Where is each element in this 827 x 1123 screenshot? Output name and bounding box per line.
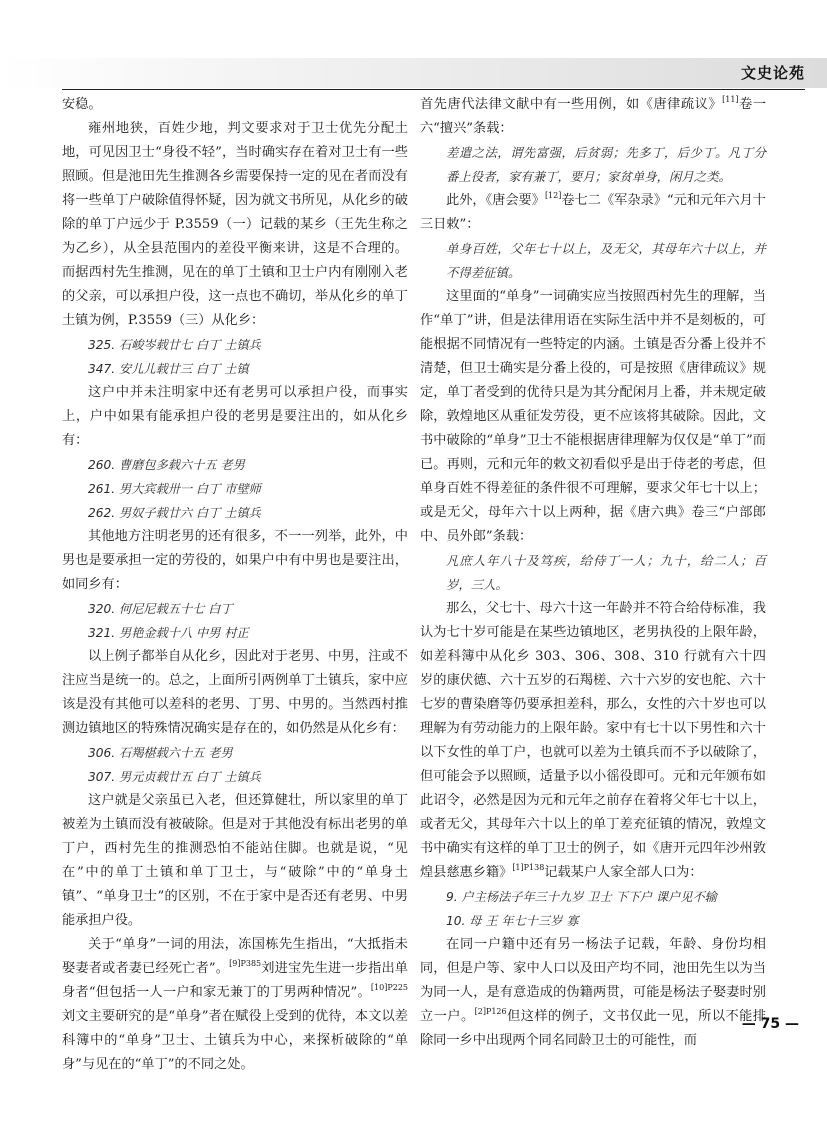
citation-ref: [9]P385 [229,959,262,968]
register-line [62,357,408,381]
paragraph [420,933,766,1053]
paragraph-text: 10. 母 王 年七十三岁 寡 [446,914,579,928]
paragraph-text: 那么，父七十、母六十这一年龄并不符合给侍标准，我认为七十岁可能是在某些边镇地区，老男执役的上限年龄，如差科簿中从化乡 303、306、308、310 行就有六十四岁的康伏德、六十五岁的石羯槎、六十六岁的安也舵、六十七岁的曹染磨等仍要承担差科，那么，女性的六十岁也可以理解为有劳动能力的上限年龄。家中有七十以下男性和六十以下女性的单丁户，也就可以差为土镇兵而不予以破除了，但可能会予以照顾，适量予以小徭役即可。元和元年颁布如此诏令，必然是因为元和元年之前存在着将父年七十以上，或者无父，其母年六十以上的单丁差充征镇的情况，敦煌文书中确实有这样的单丁卫士的例子，如《唐开元四年沙州敦煌县慈惠乡籍》 [420,601,766,880]
paragraph-text: 刘进宝先生进一步指出单身者“但包括一人一户和家无兼丁的丁男两种情况”。 [62,961,408,1000]
paragraph-text: 差遣之法，谓先富强，后贫弱；先多丁，后少丁。凡丁分番上役者，家有兼丁，要月；家贫单身，闲月之类。 [446,145,766,184]
paragraph-text: 凡庶人年八十及笃疾，给侍丁一人；九十，给二人；百岁，三人。 [446,553,766,592]
paragraph [420,189,766,237]
paragraph-text: 记载某户人家全部人口为： [544,865,703,880]
register-line [62,333,408,357]
paragraph [62,789,408,933]
register-line [62,765,408,789]
paragraph-text: 325. 石峻岑载廿七 白丁 土镇兵 [88,338,261,352]
paragraph-text: 261. 男大宾载卅一 白丁 市壁师 [88,482,261,496]
paragraph-text: 在同一户籍中还有另一杨法子记载，年龄、身份均相同，但是户等、家中人口以及田产均不同，池田先生以为当为同一人，是有意造成的伪籍两贯，可能是杨法子娶妻时别立一户。 [420,937,766,1024]
paragraph-text: 这里面的“单身”一词确实应当按照西村先生的理解，当作“单丁”讲，但是法律用语在实际生活中并不是刻板的，可能根据不同情况有一些特定的内涵。土镇是否分番上役并不清楚，但卫士确实是分番上役的，可是按照《唐律疏议》规定，单丁者受到的优待只是为其分配闲月上番，并未规定破除，敦煌地区从重征发劳役，更不应该将其破除。因此，文书中破除的“单身”卫士不能根据唐律理解为仅仅是“单丁”而已。再则，元和元年的敕文初看似乎是出于侍老的考虑，但单身百姓不得差征的条件很不可理解，要求父年七十以上；或是无父，母年六十以上两种，据《唐六典》卷三“户部郎中、员外郎”条载： [420,289,766,544]
header-rule [62,89,805,90]
citation-ref: [11] [722,95,739,104]
paragraph-text: 首先唐代法律文献中有一些用例，如《唐律疏议》 [420,97,723,112]
paragraph [62,525,408,597]
citation-ref: [10]P225 [370,983,408,992]
journal-section-title: 文史论苑 [740,64,805,82]
register-line [62,621,408,645]
paragraph-text: 260. 曹磨包多载六十五 老男 [88,458,245,472]
paragraph [62,117,408,333]
citation-ref: [2]P126 [474,1007,507,1016]
paragraph-text: 其他地方注明老男的还有很多，不一一列举，此外，中男也是要承担一定的劳役的，如果户中有中男也是要注出，如同乡有： [62,529,408,592]
paragraph-text: 刘文主要研究的是“单身”者在赋役上受到的优待，本文以差科簿中的“单身”卫士、土镇兵为中心，来探析破除的“单身”与见在的“单丁”的不同之处。 [62,1009,408,1072]
right-column [420,93,766,1053]
paragraph-text: 262. 男奴子载廿六 白丁 土镇兵 [88,506,261,520]
citation-ref: [12] [544,191,562,200]
left-column [62,93,408,1077]
paragraph [62,93,408,117]
header-band [0,58,827,88]
paragraph [420,285,766,549]
paragraph-text: 9. 户主杨法子年三十九岁 卫士 下下户 课户见不输 [446,890,717,904]
paragraph-text: 但这样的例子，文书仅此一见，所以不能排除同一乡中出现两个同名同龄卫士的可能性，而 [420,1009,767,1048]
register-line [420,909,766,933]
register-line [420,885,766,909]
block-quote [420,141,766,189]
paragraph-text: 这户就是父亲虽已入老，但还算健壮，所以家里的单丁被差为土镇而没有被破除。但是对于其他没有标出老男的单丁户，西村先生的推测恐怕不能站住脚。也就是说，“见在”中的单丁土镇和单丁卫士，与“破除”中的“单身土镇”、“单身卫士”的区别，不在于家中是否还有老男、中男能承担户役。 [62,793,408,928]
page-number: — 75 — [741,1016,799,1032]
paragraph-text: 321. 男艳金载十八 中男 村正 [88,626,249,640]
paragraph-text: 347. 安儿儿载廿三 白丁 土镇 [88,362,249,376]
paragraph-text: 这户中并未注明家中还有老男可以承担户役，而事实上，户中如果有能承担户役的老男是要注出的，如从化乡有： [62,385,408,448]
paragraph [62,381,408,453]
register-line [62,741,408,765]
paragraph [420,93,766,141]
paragraph-text: 雍州地狭，百姓少地，判文要求对于卫士优先分配土地，可见因卫士“身役不轻”，当时确实存在着对卫士有一些照顾。但是池田先生推测各乡需要保持一定的见在者而没有将一些单丁户破除值得怀疑，因为就文书所见，从化乡的破除的单丁户远少于 P.3559（一）记载的某乡（王先生称之为乙乡），从全县范围内的差役平衡来讲，这是不合理的。而据西村先生推测，见在的单丁土镇和卫士户内有刚刚入老的父亲，可以承担户役，这一点也不确切，举从化乡的单丁土镇为例，P.3559（三）从化乡： [62,121,408,328]
paragraph [62,933,408,1077]
paragraph-text: 320. 何尼尼载五十七 白丁 [88,602,233,616]
paragraph-text: 306. 石羯椹载六十五 老男 [88,746,233,760]
paragraph [62,645,408,741]
register-line [62,453,408,477]
paragraph-text: 卷一六“擅兴”条载： [420,97,767,136]
block-quote [420,549,766,597]
paragraph-text: 307. 男元贞载廿五 白丁 土镇兵 [88,770,261,784]
register-line [62,501,408,525]
block-quote [420,237,766,285]
paragraph-text: 安稳。 [62,97,102,112]
paragraph-text: 以上例子都举自从化乡，因此对于老男、中男，注或不注应当是统一的。总之，上面所引两例单丁土镇兵，家中应该是没有其他可以差科的老男、丁男、中男的。当然西村推测边镇地区的特殊情况确实是存在的，如仍然是从化乡有： [62,649,408,736]
citation-ref: [1]P138 [512,863,545,872]
paragraph-text: 卷七二《军杂录》“元和元年六月十三日敕”： [420,193,766,232]
register-line [62,477,408,501]
paragraph [420,597,766,885]
paragraph-text: 此外，《唐会要》 [446,193,545,208]
paragraph-text: 关于“单身”一词的用法，冻国栋先生指出，“大抵指未娶妻者或者妻已经死亡者”。 [62,937,408,976]
paragraph-text: 单身百姓，父年七十以上，及无父，其母年六十以上，并不得差征镇。 [446,241,766,280]
register-line [62,597,408,621]
